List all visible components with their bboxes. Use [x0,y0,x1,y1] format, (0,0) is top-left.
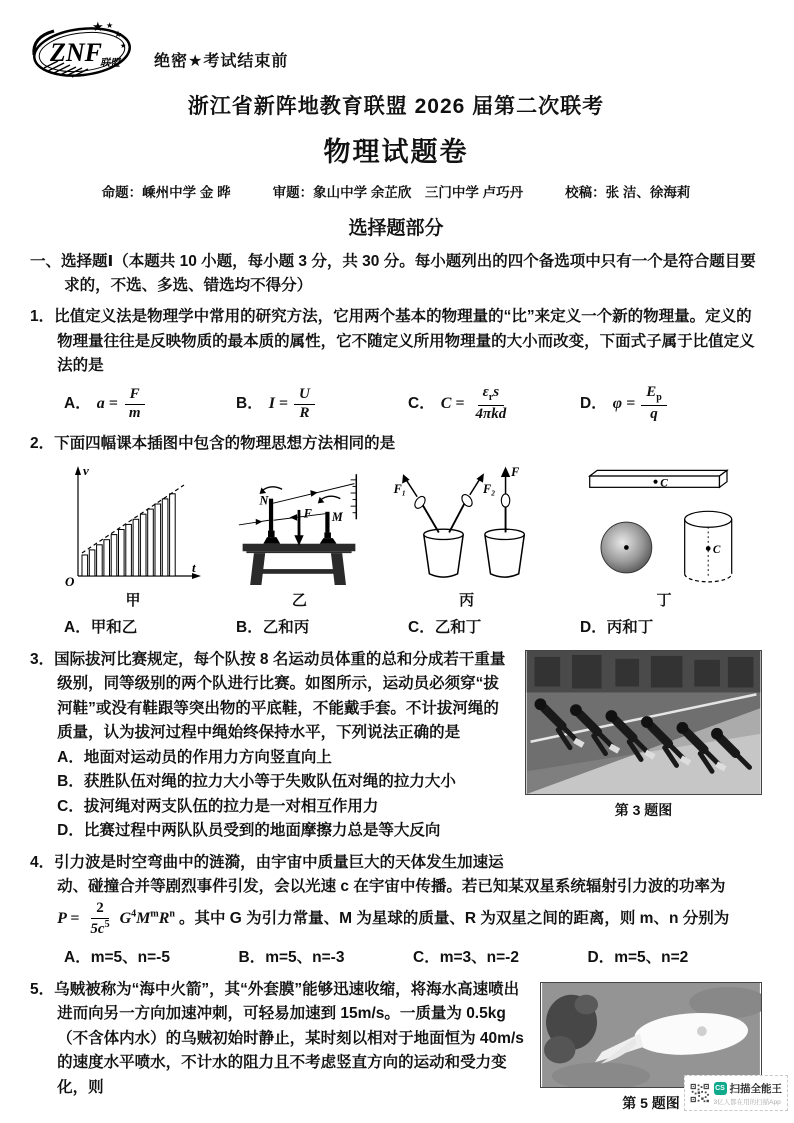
question-4-formula-line: P = $\frac{2}{5c^5}$ $G^4M^mR^n$ 。其中 G 为引力常量、M 为星球的质量、R 为双星之间的距离，则 m、n 分别为 [57,899,730,937]
svg-text:F: F [304,506,313,521]
squid-photo [540,982,762,1088]
header [30,20,762,84]
question-5-stem: 5．乌贼被称为“海中火箭”，其“外套膜”能够迅速收缩，将海水高速喷出进而向另一方向加速冲刺，可轻易加速到 15m/s。一质量为 0.5kg（不含体内水）的乌贼初始时静止，某时刻以相对于地面恒为 40m/s 的速度水平喷水，不计水的阻力且不考虑竖直方向的运动和受力变化，则 [30,980,524,1096]
qr-code-icon [690,1080,710,1106]
question-2-figures [30,457,762,613]
credits-line [30,181,762,201]
figure-bing-buckets [391,461,543,613]
svg-text:v: v [83,462,89,478]
camscanner-tagline: 3亿人都在用的扫描App [713,1098,781,1106]
question-4 [30,851,762,971]
q2-option-a: A．甲和乙 [64,619,138,637]
star-icon: ★ [114,28,123,39]
question-4-stem: 4．引力波是时空弯曲中的涟漪，由宇宙中质量巨大的天体发生加速运 [30,853,504,871]
svg-text:M: M [332,509,344,524]
vt-bar-graph-icon [58,461,208,587]
fraction: $\frac{E_p}{q}$ [641,384,667,423]
camscanner-badge [684,1075,788,1111]
q4-option-a: A．m=5、n=-5 [64,949,170,967]
q3-option-d: D．比赛过程中两队队员受到的地面摩擦力总是等大反向 [57,822,441,840]
question-4-options [30,938,762,970]
section-title: 选择题部分 [348,218,444,239]
svg-text:t: t [192,559,196,575]
question-2-stem: 2．下面四幅课本插图中包含的物理思想方法相同的是 [30,435,396,453]
logo-sub-text: 联盟 [100,57,120,69]
q3-option-a: A．地面对运动员的作用力方向竖直向上 [57,748,332,766]
question-5 [30,978,762,1116]
buckets-forces-icon [391,461,543,587]
svg-text:F₂: F₂ [482,481,496,496]
figure-caption: 丙 [459,591,475,609]
svg-text:C: C [712,543,721,556]
svg-text:O: O [65,573,75,587]
svg-text:N: N [259,492,269,507]
star-icon: ★ [120,41,127,50]
q3-option-b: B．获胜队伍对绳的拉力大小等于失败队伍对绳的拉力大小 [57,773,456,791]
credit-reviewer: 审题：象山中学 余芷欣 三门中学 卢巧丹 [272,185,524,200]
figure-caption: 甲 [125,591,141,609]
question-3 [30,648,762,844]
q2-option-d: D．丙和丁 [580,619,654,637]
question-1-stem: 1．比值定义法是物理学中常用的研究方法，它用两个基本的物理量的“比”来定义一个新的物理量。定义的物理量往往是反映物质的最本质的属性，它不随定义所用物理量的大小而改变，下面式子属于比值定义法的是 [30,308,755,374]
logo-icon [30,19,146,81]
fraction: $\frac{2}{5c^5}$ [90,899,110,937]
question-3-figure-caption: 第 3 题图 [614,801,673,818]
camscanner-app-name: 扫描全能王 [729,1082,782,1095]
q3-option-c: C．拔河绳对两支队伍的拉力是一对相互作用力 [57,797,379,815]
q2-option-c: C．乙和丁 [408,619,482,637]
figure-ding-centers-of-mass [572,461,756,613]
question-3-stem: 3．国际拔河比赛规定，每个队按 8 名运动员体重的总和分成若干重量级别，同等级别的两个队进行比赛。如图所示，运动员必须穿“拔河鞋”或没有鞋跟等突出物的平底鞋，不能戴手套。不计拔河绳的质量，认为拔河过程中绳始终保持水平，下列说法正确的是 [30,650,506,742]
credit-proofreader: 校稿：张 洁、徐海莉 [565,185,691,200]
question-5-figure-caption: 第 5 题图 [622,1094,680,1111]
fraction: $\frac{F}{m}$ [124,386,146,423]
question-1-options [30,378,762,425]
figure-caption: 丁 [656,591,672,609]
paper-title: 物理试题卷 [323,137,469,167]
q2-option-b: B．乙和丙 [236,619,310,637]
star-icon: ★ [106,20,114,30]
figure-caption: 乙 [291,591,307,609]
secrecy-notice: 绝密★考试结束前 [154,52,289,70]
svg-text:F₁: F₁ [393,481,406,496]
q1-option-c: C． C = $\frac{\varepsilon_rs}{\text{4πkd}}$ [408,384,580,423]
question-2 [30,432,762,641]
q4-option-d: D．m=5、n=2 [587,949,689,967]
figure-jia-vt-graph [58,461,208,613]
q4-option-c: C．m=3、n=-2 [413,949,519,967]
star-icon: ★ [92,18,104,34]
q4-option-b: B．m=5、n=-3 [238,949,345,967]
camscanner-app-icon: CS [714,1082,727,1095]
center-of-mass-icon [572,461,756,587]
credit-setter: 命题：嵊州中学 金 晔 [101,185,231,200]
tug-of-war-photo [525,650,762,795]
znf-alliance-logo [30,19,146,86]
figure-yi-table-mirrors [237,461,361,613]
question-4-stem-line2: 动、碰撞合并等剧烈事件引发，会以光速 c 在宇宙中传播。若已知某双星系统辐射引力波的功率为 [57,878,726,896]
fraction: $\frac{\varepsilon_rs}{\text{4πkd}}$ [475,384,507,422]
table-mirror-icon [237,461,361,587]
svg-text:C: C [660,477,668,490]
q1-option-a: A． a = $\frac{F}{m}$ [64,384,236,423]
q1-option-d: D． φ = $\frac{E_p}{q}$ [580,384,752,423]
question-2-options [30,612,762,640]
question-3-figure [525,650,762,821]
question-1 [30,305,762,425]
q1-option-b: B． I = $\frac{U}{R}$ [236,384,408,423]
section-instructions: 一、选择题Ⅰ（本题共 10 小题，每小题 3 分，共 30 分。每小题列出的四个备选项中只有一个是符合题目要求的，不选、多选、错选均不得分） [30,253,756,295]
exam-title: 浙江省新阵地教育联盟 2026 届第二次联考 [187,95,605,118]
svg-text:F: F [510,464,520,479]
logo-znf-text: ZNF [50,37,102,67]
fraction: $\frac{U}{R}$ [294,386,315,423]
